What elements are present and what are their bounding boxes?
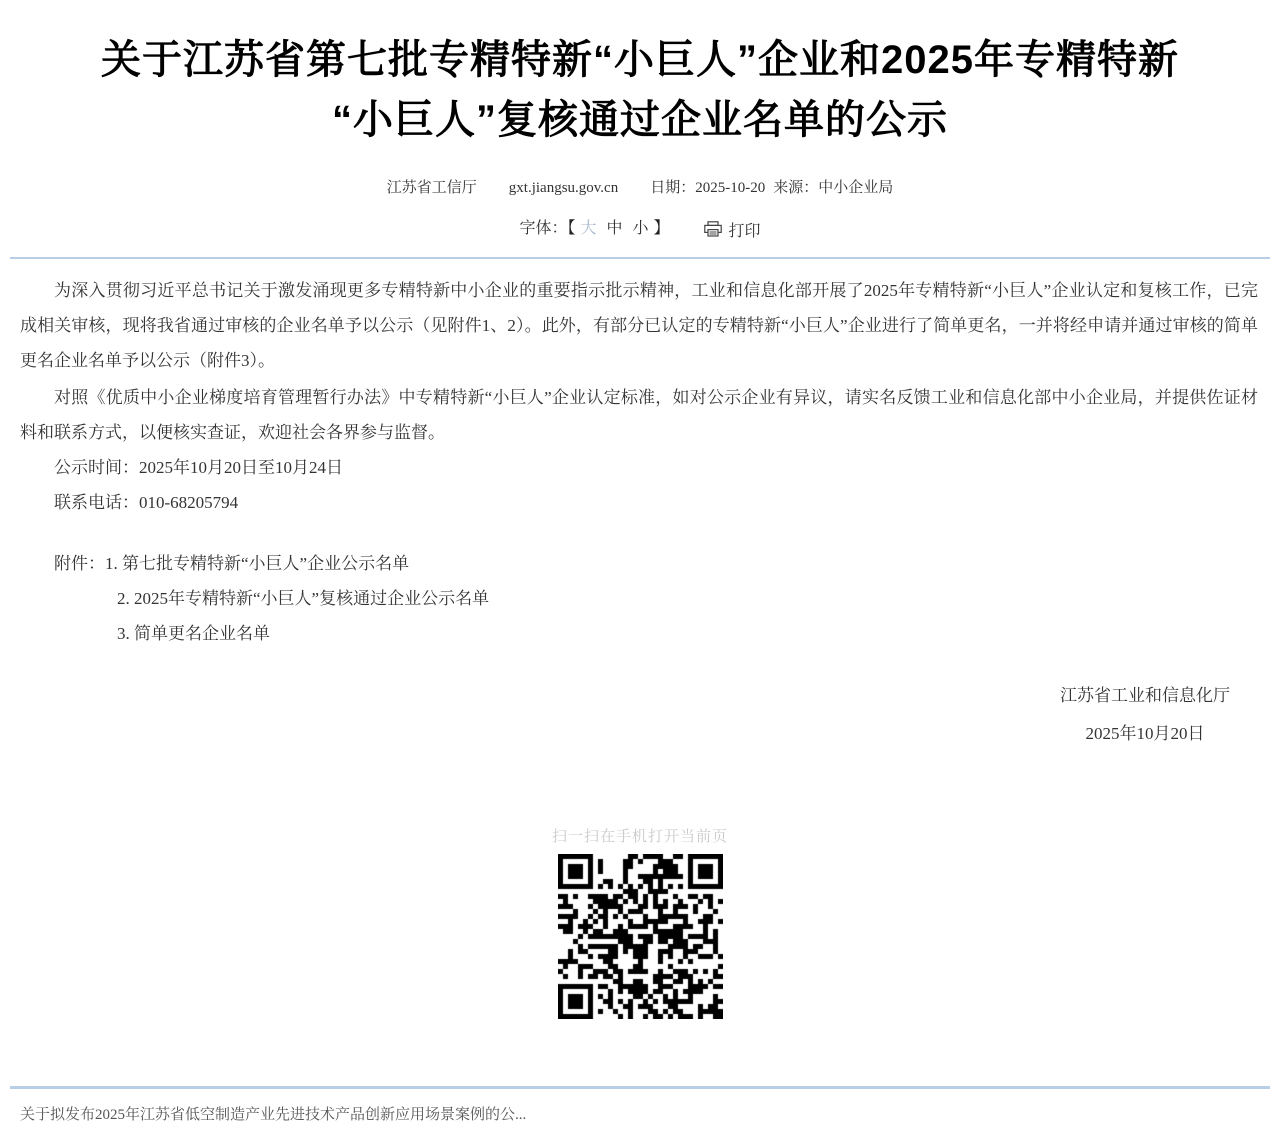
attachment-link-3[interactable]: 3. 简单更名企业名单 xyxy=(117,624,270,643)
paragraph-1: 为深入贯彻习近平总书记关于激发涌现更多专精特新中小企业的重要指示批示精神，工业和信息化部开展了2025年专精特新“小巨人”企业认定和复核工作，已完成相关审核，现将我省通过审核的企业名单予以公示（见附件1、2）。此外，有部分已认定的专精特新“小巨人”企业进行了简单更名，一并将经申请并通过审核的简单更名企业名单予以公示（附件3）。 xyxy=(20,281,1258,370)
meta-site-url: gxt.jiangsu.gov.cn xyxy=(508,180,619,196)
meta-source: 来源：中小企业局 xyxy=(773,180,894,196)
font-size-medium-button[interactable]: 中 xyxy=(606,220,623,237)
signature-inner xyxy=(1060,677,1230,753)
contact-phone-line: 联系电话：010-68205794 xyxy=(54,493,239,512)
bracket-close: 】 xyxy=(653,220,670,237)
printer-icon xyxy=(704,221,722,237)
page-title-line2: “小巨人”复核通过企业名单的公示 xyxy=(332,98,948,142)
font-size-small-button[interactable]: 小 xyxy=(632,220,649,237)
font-size-label: 字体： xyxy=(519,220,568,237)
qr-section xyxy=(0,825,1280,1024)
attachments-block xyxy=(20,546,1258,651)
print-button-label: 打印 xyxy=(728,222,761,240)
attachment-line-1 xyxy=(20,546,1258,581)
qr-caption: 扫一扫在手机打开当前页 xyxy=(551,829,728,845)
attachment-link-2[interactable]: 2. 2025年专精特新“小巨人”复核通过企业公示名单 xyxy=(117,589,490,608)
signature-date: 2025年10月20日 xyxy=(1085,724,1205,743)
page-title xyxy=(40,30,1240,150)
fontbar xyxy=(0,215,1280,239)
article-body xyxy=(20,273,1258,753)
attachments-label: 附件： xyxy=(54,554,105,573)
bottom-divider xyxy=(10,1086,1270,1089)
signature-block xyxy=(20,677,1258,753)
bottom-bar xyxy=(0,1086,1280,1124)
meta-publisher: 江苏省工信厅 xyxy=(386,180,477,196)
signature-org: 江苏省工业和信息化厅 xyxy=(1060,686,1230,705)
top-divider xyxy=(10,257,1270,259)
print-button[interactable] xyxy=(704,218,761,241)
publicity-period-line: 公示时间：2025年10月20日至10月24日 xyxy=(54,458,343,477)
page-title-line1: 关于江苏省第七批专精特新“小巨人”企业和2025年专精特新 xyxy=(101,38,1179,82)
font-size-large-button[interactable]: 大 xyxy=(580,220,597,237)
footer-prev-article-link[interactable]: 关于拟发布2025年江苏省低空制造产业先进技术产品创新应用场景案例的公... xyxy=(20,1107,527,1123)
paragraph-2: 对照《优质中小企业梯度培育管理暂行办法》中专精特新“小巨人”企业认定标准，如对公示企业有异议，请实名反馈工业和信息化部中小企业局，并提供佐证材料和联系方式，以便核实查证，欢迎社会各界参与监督。 xyxy=(20,388,1258,442)
qr-code xyxy=(558,854,723,1019)
meta-date: 日期：2025-10-20 xyxy=(650,180,766,196)
article-meta xyxy=(0,176,1280,197)
attachment-link-1[interactable]: 1. 第七批专精特新“小巨人”企业公示名单 xyxy=(105,554,410,573)
bracket-open: 【 xyxy=(567,220,576,237)
